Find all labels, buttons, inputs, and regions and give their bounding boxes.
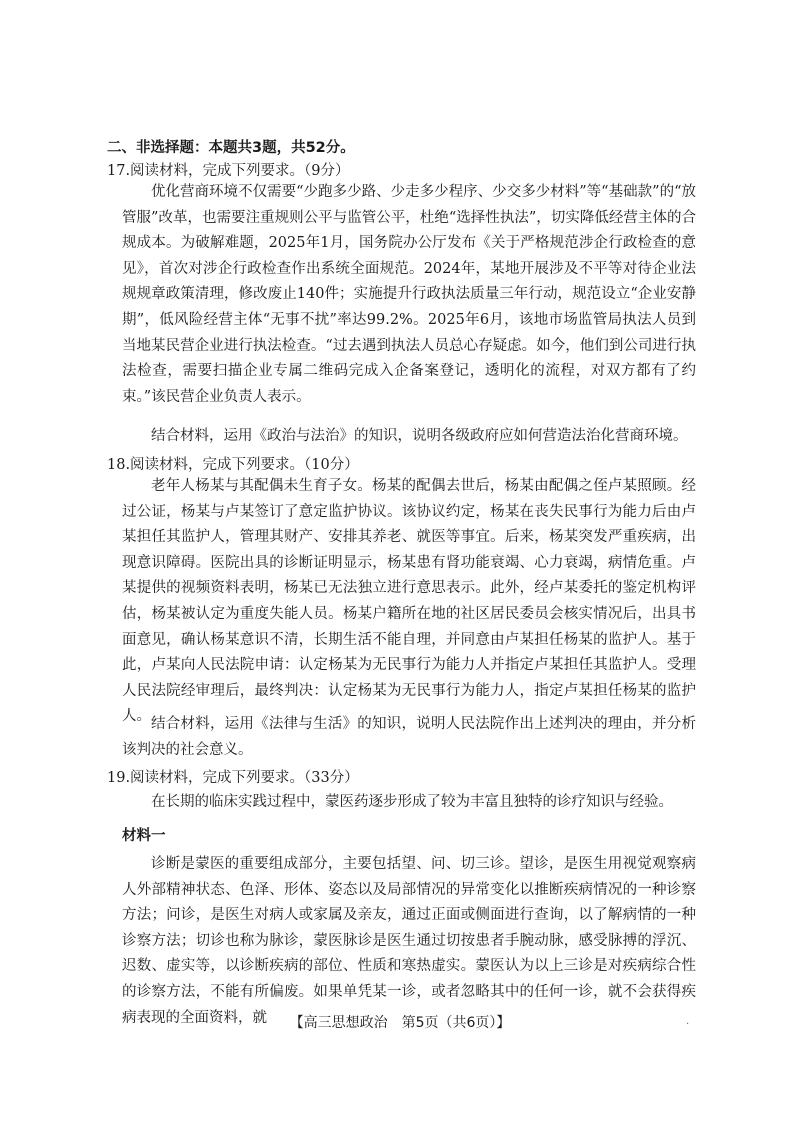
footer-mark: . — [686, 1016, 690, 1027]
question-19-heading: 19.阅读材料，完成下列要求。（33分） — [107, 770, 359, 786]
question-18-heading: 18.阅读材料，完成下列要求。（10分） — [107, 457, 359, 473]
question-19-intro: 在长期的临床实践过程中，蒙医药逐步形成了较为丰富且独特的诊疗知识与经验。 — [151, 794, 673, 810]
question-17-task: 结合材料，运用《政治与法治》的知识，说明各级政府应如何营造法治化营商环境。 — [151, 428, 688, 444]
question-18-material: 老年人杨某与其配偶未生育子女。杨某的配偶去世后，杨某由配偶之侄卢某照顾。经过公证，杨某与卢某签订了意定监护协议。该协议约定，杨某在丧失民事行为能力后由卢某担任其监护人，管理其财产、安排其养老、就医等事宜。后来，杨某突发严重疾病，出现意识障碍。医院出具的诊断证明显示，杨某患有肾功能衰竭、心力衰竭，病情危重。卢某提供的视频资料表明，杨某已无法独立进行意思表示。此外，经卢某委托的鉴定机构评估，杨某被认定为重度失能人员。杨某户籍所在地的社区居民委员会核实情况后，出具书面意见，确认杨某意识不清，长期生活不能自理，并同意由卢某担任杨某的监护人。基于此，卢某向人民法院申请：认定杨某为无民事行为能力人并指定卢某担任其监护人。受理人民法院经审理后，最终判决：认定杨某为无民事行为能力人，指定卢某担任杨某的监护人。 — [122, 478, 696, 725]
page-footer: 【高三思想政治 第5页（共6页）】 — [289, 1015, 511, 1031]
question-19-material-1: 诊断是蒙医的重要组成部分，主要包括望、问、切三诊。望诊，是医生用视觉观察病人外部精神状态、色泽、形体、姿态以及局部情况的异常变化以推断疾病情况的一种诊察方法；问诊，是医生对病人或家属及亲友，通过正面或侧面进行查询，以了解病情的一种诊察方法；切诊也称为脉诊，蒙医脉诊是医生通过切按患者手腕动脉，感受脉搏的浮沉、迟数、虚实等，以诊断疾病的部位、性质和寒热虚实。蒙医认为以上三诊是对疾病综合性的诊察方法，不能有所偏废。如果单凭某一诊，或者忽略其中的任何一诊，就不会获得疾病表现的全面资料，就 — [122, 856, 696, 1026]
question-18-task: 结合材料，运用《法律与生活》的知识，说明人民法院作出上述判决的理由，并分析该判决的社会意义。 — [122, 716, 696, 758]
question-17-heading: 17.阅读材料，完成下列要求。（9分） — [107, 163, 350, 179]
material-1-label: 材料一 — [122, 828, 166, 844]
section-title: 二、非选择题：本题共3题，共52分。 — [107, 140, 355, 156]
question-17-material: 优化营商环境不仅需要“少跑多少路、少走多少程序、少交多少材料”等“基础款”的“放管服”改革，也需要注重规则公平与监管公平，杜绝“选择性执法”，切实降低经营主体的合规成本。为破解难题，2025年1月，国务院办公厅发布《关于严格规范涉企行政检查的意见》，首次对涉企行政检查作出系统全面规范。2024年，某地开展涉及不平等对待企业法规规章政策清理，修改废止140件；实施提升行政执法质量三年行动，规范设立“企业安静期”，低风险经营主体“无事不扰”率达99.2%。2025年6月，该地市场监管局执法人员到当地某民营企业进行执法检查。“过去遇到执法人员总心存疑虑。如今，他们到公司进行执法检查，需要扫描企业专属二维码完成入企备案登记，透明化的流程，对双方都有了约束。”该民营企业负责人表示。 — [122, 184, 696, 405]
